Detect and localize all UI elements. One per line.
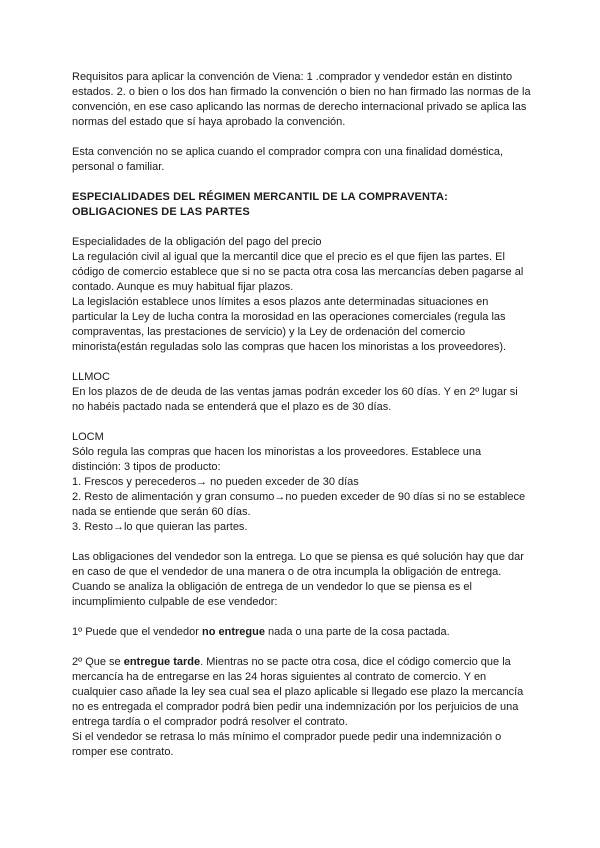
section-heading: [72, 190, 532, 220]
list-item: 1. Frescos y perecederos→ no pueden exceder de 30 días: [72, 476, 359, 488]
pago-subtitle: Especialidades de la obligación del pago del precio: [72, 236, 322, 248]
vendedor-paragraph: Las obligaciones del vendedor son la entrega. Lo que se piensa es qué solución hay que dar en caso de que el vendedor de una manera o de otra incumpla la obligación de entrega. Cuando se analiza la obligación de entrega de un vendedor lo que se piensa es el incumplimiento culpable de ese vendedor:: [72, 551, 524, 608]
document-page: [72, 70, 532, 760]
list-item: 3. Resto→lo que quieran las partes.: [72, 521, 248, 533]
pago-paragraph: La legislación establece unos límites a esos plazos ante determinadas situaciones en particular la Ley de lucha contra la morosidad en las operaciones comerciales (regula las compraventas, las prestaciones de servicio) y la Ley de ordenación del comercio minorista(están reguladas solo las compras que hacen los minoristas a los proveedores).: [72, 296, 507, 353]
list-item: 2. Resto de alimentación y gran consumo→no pueden exceder de 90 días si no se establece nada se entiende que serán 60 días.: [72, 491, 526, 518]
emphasis-entregue-tarde: entregue tarde: [123, 656, 201, 668]
section-heading-line: ESPECIALIDADES DEL RÉGIMEN MERCANTIL DE LA COMPRAVENTA:: [72, 191, 448, 203]
case-entrega-tarde-extra: Si el vendedor se retrasa lo más mínimo el comprador puede pedir una indemnización o romper ese contrato.: [72, 731, 502, 758]
intro-paragraph: Requisitos para aplicar la convención de Viena: 1 .comprador y vendedor están en distinto estados. 2. o bien o los dos han firmado la convención o bien no han firmado las normas de la convención, en ese caso aplicando las normas de derecho internacional privado se aplica las normas del estado que sí haya aprobado la convención.: [72, 71, 531, 128]
emphasis-no-entregue: no entregue: [202, 626, 265, 638]
locm-title: LOCM: [72, 431, 104, 443]
llmoc-title: LLMOC: [72, 371, 110, 383]
llmoc-text: En los plazos de de deuda de las ventas jamas podrán exceder los 60 días. Y en 2º lugar si no habéis pactado nada se entenderá que el plazo es de 30 días.: [72, 386, 518, 413]
case-no-entrega: 1º Puede que el vendedor no entregue nada o una parte de la cosa pactada.: [72, 626, 450, 638]
section-heading-line: OBLIGACIONES DE LAS PARTES: [72, 206, 250, 218]
case-entrega-tarde: 2º Que se entregue tarde. Mientras no se pacte otra cosa, dice el código comercio que la mercancía ha de entregarse en las 24 horas siguientes al contrato de comercio. Y en cualquier caso añade la ley sea cual sea el plazo aplicable si llegado ese plazo la mercancía no es entregada el comprador podrá bien pedir una indemnización por los perjuicios de una entrega tardía o el comprador podrá resolver el contrato.: [72, 656, 524, 728]
intro-paragraph-scope: Esta convención no se aplica cuando el comprador compra con una finalidad doméstica, personal o familiar.: [72, 146, 504, 173]
locm-intro: Sólo regula las compras que hacen los minoristas a los proveedores. Establece una distinción: 3 tipos de producto:: [72, 446, 482, 473]
pago-paragraph: La regulación civil al igual que la mercantil dice que el precio es el que fijen las partes. El código de comercio establece que si no se pacta otra cosa las mercancías deben pagarse al contado. Aunque es muy habitual fijar plazos.: [72, 251, 524, 293]
